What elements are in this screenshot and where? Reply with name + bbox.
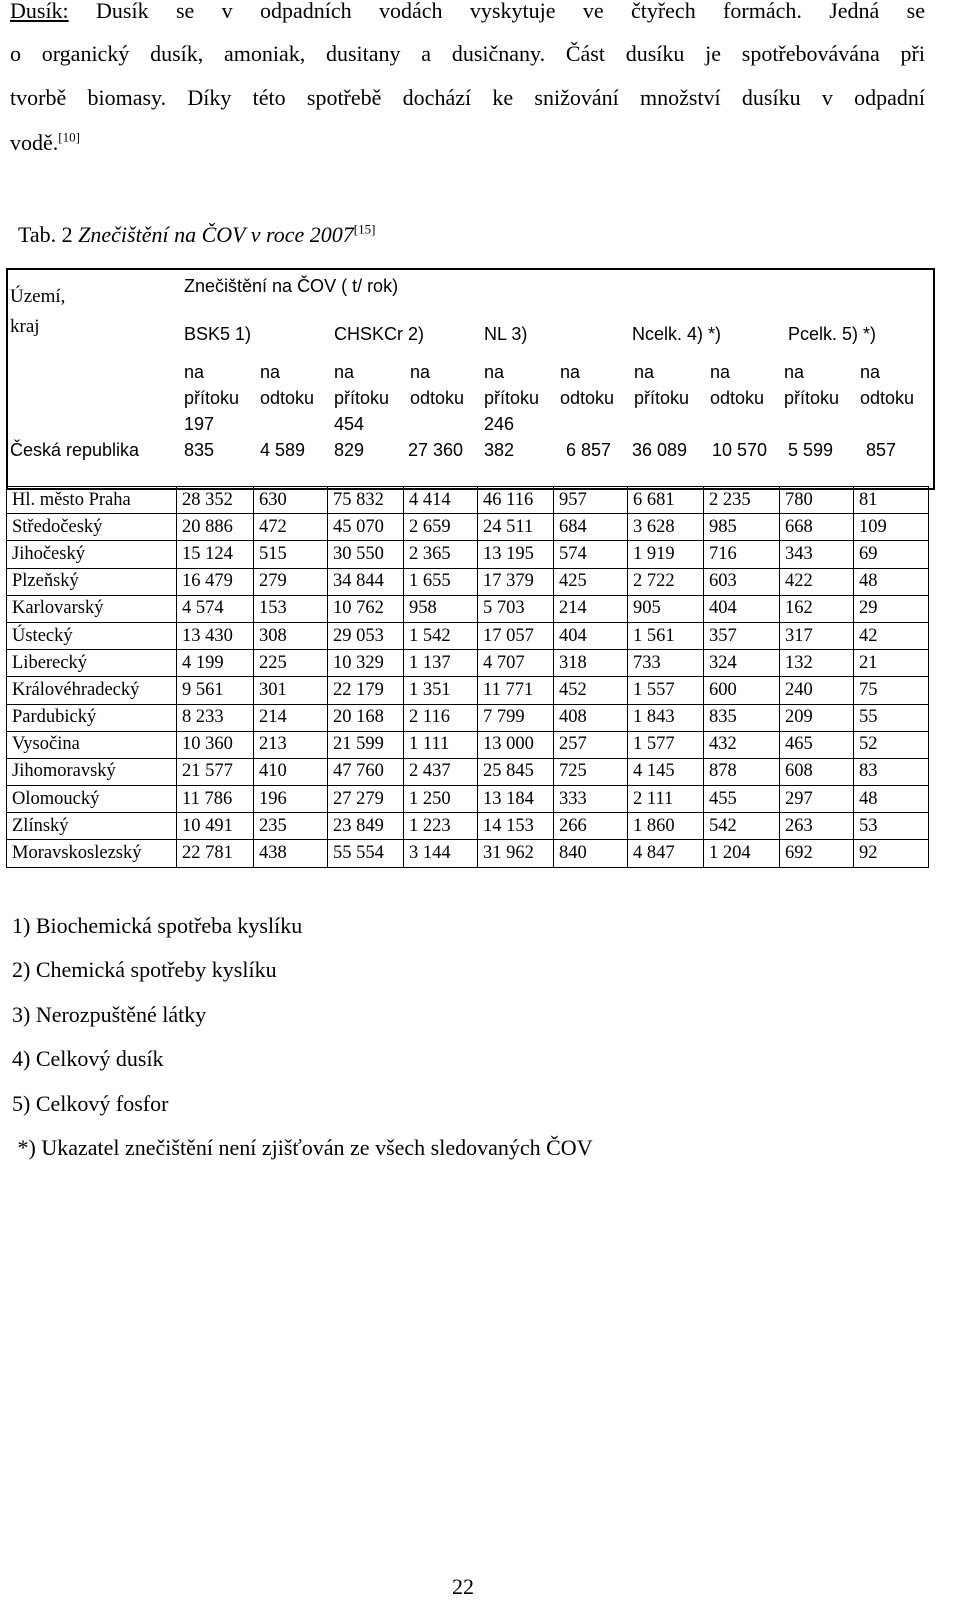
table-cell: 2 111 (628, 786, 704, 813)
table-cell: 404 (554, 622, 628, 649)
region-name: Moravskoslezský (7, 840, 177, 867)
subheader-top: na (484, 362, 505, 382)
paragraph-line-3: tvorbě biomasy. Díky této spotřebě dochází ke snižování množství dusíku v odpadní (10, 85, 925, 110)
group-nl: NL 3) (484, 324, 528, 344)
subheader-bottom: odtoku (560, 388, 615, 408)
table-cell: 308 (254, 622, 328, 649)
subheader-top: na (410, 362, 431, 382)
table-row (7, 541, 929, 568)
table-cell: 4 414 (404, 487, 478, 514)
table-cell: 48 (854, 568, 929, 595)
table-cell: 957 (554, 487, 628, 514)
table-cell: 21 599 (328, 731, 404, 758)
table-cell: 630 (254, 487, 328, 514)
table-cell: 11 771 (478, 677, 554, 704)
table-cell: 28 352 (177, 487, 254, 514)
table-cell: 196 (254, 786, 328, 813)
country-value: 4 589 (260, 440, 306, 460)
subheader-top: na (560, 362, 581, 382)
country-value: 454 (334, 414, 365, 434)
table-cell: 10 329 (328, 650, 404, 677)
table-cell: 835 (704, 704, 780, 731)
table-cell: 574 (554, 541, 628, 568)
country-value: 36 089 (632, 440, 688, 460)
table-cell: 317 (780, 622, 854, 649)
paragraph-line-2: o organický dusík, amoniak, dusitany a dusičnany. Část dusíku je spotřebovávána při (10, 41, 925, 66)
subheader-bottom: přítoku (334, 388, 390, 408)
citation-ref: [10] (58, 129, 80, 145)
group-pcelk: Pcelk. 5) *) (788, 324, 877, 344)
table-cell: 692 (780, 840, 854, 867)
country-label: Česká republika (10, 440, 140, 460)
table-cell: 13 184 (478, 786, 554, 813)
table-cell: 1 557 (628, 677, 704, 704)
table-cell: 69 (854, 541, 929, 568)
table-cell: 2 659 (404, 514, 478, 541)
region-name: Olomoucký (7, 786, 177, 813)
table-cell: 266 (554, 813, 628, 840)
table-row (7, 731, 929, 758)
table-cell: 30 550 (328, 541, 404, 568)
country-value: 6 857 (566, 440, 612, 460)
table-cell: 1 561 (628, 622, 704, 649)
table-cell: 240 (780, 677, 854, 704)
main-heading: Znečištění na ČOV ( t/ rok) (184, 276, 399, 296)
table-cell: 83 (854, 758, 929, 785)
table-cell: 46 116 (478, 487, 554, 514)
table-cell: 1 843 (628, 704, 704, 731)
table-cell: 16 479 (177, 568, 254, 595)
table-cell: 13 430 (177, 622, 254, 649)
table-cell: 21 (854, 650, 929, 677)
table-cell: 2 365 (404, 541, 478, 568)
table-cell: 840 (554, 840, 628, 867)
table-cell: 668 (780, 514, 854, 541)
subheader-top: na (710, 362, 731, 382)
table-cell: 17 057 (478, 622, 554, 649)
table-cell: 452 (554, 677, 628, 704)
table-cell: 600 (704, 677, 780, 704)
subheader-bottom: odtoku (410, 388, 465, 408)
country-value: 857 (866, 440, 897, 460)
note-5: 5) Celkový fosfor (12, 1091, 169, 1116)
paragraph-line-4: vodě.[10] (10, 129, 80, 155)
table-cell: 23 849 (328, 813, 404, 840)
subheader-top: na (634, 362, 655, 382)
table-cell: 1 542 (404, 622, 478, 649)
table-cell: 10 360 (177, 731, 254, 758)
table-cell: 1 111 (404, 731, 478, 758)
note-3: 3) Nerozpuštěné látky (12, 1002, 207, 1027)
table-cell: 55 (854, 704, 929, 731)
table-row (7, 840, 929, 867)
country-value: 382 (484, 440, 515, 460)
table-cell: 279 (254, 568, 328, 595)
subheader-top: na (784, 362, 805, 382)
subheader-bottom: odtoku (860, 388, 915, 408)
table-cell: 162 (780, 595, 854, 622)
table-cell: 213 (254, 731, 328, 758)
region-name: Středočeský (7, 514, 177, 541)
table-cell: 455 (704, 786, 780, 813)
group-bsk5: BSK5 1) (184, 324, 252, 344)
table-cell: 878 (704, 758, 780, 785)
table-cell: 29 053 (328, 622, 404, 649)
table-cell: 1 577 (628, 731, 704, 758)
note-1: 1) Biochemická spotřeba kyslíku (12, 913, 303, 938)
table-cell: 13 195 (478, 541, 554, 568)
region-name: Pardubický (7, 704, 177, 731)
table-cell: 75 832 (328, 487, 404, 514)
table-cell: 733 (628, 650, 704, 677)
table-cell: 1 351 (404, 677, 478, 704)
regional-pollution-table (6, 486, 929, 868)
table-cell: 2 235 (704, 487, 780, 514)
table-cell: 4 574 (177, 595, 254, 622)
table-cell: 9 561 (177, 677, 254, 704)
table-cell: 29 (854, 595, 929, 622)
table-cell: 45 070 (328, 514, 404, 541)
country-value: 27 360 (408, 440, 464, 460)
table-cell: 52 (854, 731, 929, 758)
table-cell: 3 628 (628, 514, 704, 541)
table-cell: 958 (404, 595, 478, 622)
subheader-bottom: odtoku (710, 388, 765, 408)
table-cell: 153 (254, 595, 328, 622)
country-value: 10 570 (712, 440, 768, 460)
country-value: 197 (184, 414, 215, 434)
table-row (7, 514, 929, 541)
note-4: 4) Celkový dusík (12, 1046, 164, 1071)
table-cell: 1 137 (404, 650, 478, 677)
table-cell: 235 (254, 813, 328, 840)
table-cell: 1 919 (628, 541, 704, 568)
table-cell: 780 (780, 487, 854, 514)
table-cell: 318 (554, 650, 628, 677)
table-cell: 465 (780, 731, 854, 758)
table-cell: 2 116 (404, 704, 478, 731)
table-cell: 48 (854, 786, 929, 813)
table-cell: 10 762 (328, 595, 404, 622)
territory-label-kraj: kraj (10, 316, 40, 337)
region-name: Jihočeský (7, 541, 177, 568)
subheader-bottom: přítoku (784, 388, 840, 408)
table-cell: 55 554 (328, 840, 404, 867)
table-header-block (6, 268, 935, 490)
table-cell: 225 (254, 650, 328, 677)
table-cell: 1 250 (404, 786, 478, 813)
table-cell: 20 886 (177, 514, 254, 541)
table-cell: 333 (554, 786, 628, 813)
table-cell: 1 860 (628, 813, 704, 840)
table-cell: 92 (854, 840, 929, 867)
table-cell: 22 781 (177, 840, 254, 867)
subheader-bottom: přítoku (634, 388, 690, 408)
table-row (7, 677, 929, 704)
table-cell: 257 (554, 731, 628, 758)
table-cell: 24 511 (478, 514, 554, 541)
subheader-top: na (860, 362, 881, 382)
table-cell: 8 233 (177, 704, 254, 731)
table-cell: 2 437 (404, 758, 478, 785)
table-cell: 34 844 (328, 568, 404, 595)
table-cell: 408 (554, 704, 628, 731)
table-cell: 132 (780, 650, 854, 677)
territory-label: Území, (10, 286, 66, 307)
table-cell: 425 (554, 568, 628, 595)
table-cell: 11 786 (177, 786, 254, 813)
dusik-lead: Dusík: (10, 0, 69, 23)
table-cell: 7 799 (478, 704, 554, 731)
table-row (7, 758, 929, 785)
table-cell: 4 145 (628, 758, 704, 785)
table-cell: 404 (704, 595, 780, 622)
table-cell: 410 (254, 758, 328, 785)
table-cell: 684 (554, 514, 628, 541)
region-name: Královéhradecký (7, 677, 177, 704)
region-name: Jihomoravský (7, 758, 177, 785)
table-cell: 4 707 (478, 650, 554, 677)
region-name: Liberecký (7, 650, 177, 677)
table-cell: 432 (704, 731, 780, 758)
paragraph-line-1: Dusík: Dusík se v odpadních vodách vyskytuje ve čtyřech formách. Jedná se (10, 0, 925, 23)
region-name: Ústecký (7, 622, 177, 649)
table-cell: 603 (704, 568, 780, 595)
table-cell: 53 (854, 813, 929, 840)
table-cell: 47 760 (328, 758, 404, 785)
table-cell: 716 (704, 541, 780, 568)
subheader-top: na (184, 362, 205, 382)
table-cell: 20 168 (328, 704, 404, 731)
table-cell: 209 (780, 704, 854, 731)
table-cell: 17 379 (478, 568, 554, 595)
table-cell: 725 (554, 758, 628, 785)
table-cell: 515 (254, 541, 328, 568)
table-cell: 608 (780, 758, 854, 785)
table-cell: 472 (254, 514, 328, 541)
table-cell: 422 (780, 568, 854, 595)
note-asterisk: *) Ukazatel znečištění není zjišťován ze všech sledovaných ČOV (12, 1135, 593, 1160)
table-cell: 438 (254, 840, 328, 867)
group-ncelk: Ncelk. 4) *) (632, 324, 722, 344)
region-name: Plzeňský (7, 568, 177, 595)
table-cell: 214 (254, 704, 328, 731)
table-cell: 324 (704, 650, 780, 677)
subheader-bottom: odtoku (260, 388, 315, 408)
table-cell: 109 (854, 514, 929, 541)
table-cell: 10 491 (177, 813, 254, 840)
table-cell: 2 722 (628, 568, 704, 595)
table-row (7, 704, 929, 731)
table-cell: 42 (854, 622, 929, 649)
table-cell: 81 (854, 487, 929, 514)
subheader-top: na (260, 362, 281, 382)
region-name: Vysočina (7, 731, 177, 758)
table-cell: 542 (704, 813, 780, 840)
table-cell: 343 (780, 541, 854, 568)
table-cell: 1 223 (404, 813, 478, 840)
table-row (7, 650, 929, 677)
country-value: 829 (334, 440, 365, 460)
page-number: 22 (452, 1574, 474, 1599)
region-name: Karlovarský (7, 595, 177, 622)
table-cell: 297 (780, 786, 854, 813)
table-cell: 357 (704, 622, 780, 649)
table-cell: 985 (704, 514, 780, 541)
table-cell: 905 (628, 595, 704, 622)
table-cell: 263 (780, 813, 854, 840)
table-row (7, 595, 929, 622)
region-name: Hl. město Praha (7, 487, 177, 514)
country-value: 835 (184, 440, 215, 460)
table-row (7, 622, 929, 649)
table-cell: 14 153 (478, 813, 554, 840)
table-cell: 4 199 (177, 650, 254, 677)
table-row (7, 568, 929, 595)
country-value: 5 599 (788, 440, 834, 460)
note-2: 2) Chemická spotřeby kyslíku (12, 957, 277, 982)
table-cell: 31 962 (478, 840, 554, 867)
table-cell: 27 279 (328, 786, 404, 813)
subheader-bottom: přítoku (484, 388, 540, 408)
table-cell: 3 144 (404, 840, 478, 867)
subheader-top: na (334, 362, 355, 382)
subheader-bottom: přítoku (184, 388, 240, 408)
region-name: Zlínský (7, 813, 177, 840)
table-cell: 22 179 (328, 677, 404, 704)
table-caption: Tab. 2 Znečištění na ČOV v roce 2007[15] (18, 221, 376, 247)
table-row (7, 786, 929, 813)
table-row (7, 487, 929, 514)
table-cell: 6 681 (628, 487, 704, 514)
table-cell: 21 577 (177, 758, 254, 785)
table-cell: 1 204 (704, 840, 780, 867)
table-cell: 1 655 (404, 568, 478, 595)
group-chskcr: CHSKCr 2) (334, 324, 425, 344)
country-value: 246 (484, 414, 515, 434)
table-cell: 13 000 (478, 731, 554, 758)
table-cell: 25 845 (478, 758, 554, 785)
table-cell: 214 (554, 595, 628, 622)
table-cell: 75 (854, 677, 929, 704)
table-cell: 5 703 (478, 595, 554, 622)
table-row (7, 813, 929, 840)
table-cell: 15 124 (177, 541, 254, 568)
table-cell: 4 847 (628, 840, 704, 867)
table-cell: 301 (254, 677, 328, 704)
